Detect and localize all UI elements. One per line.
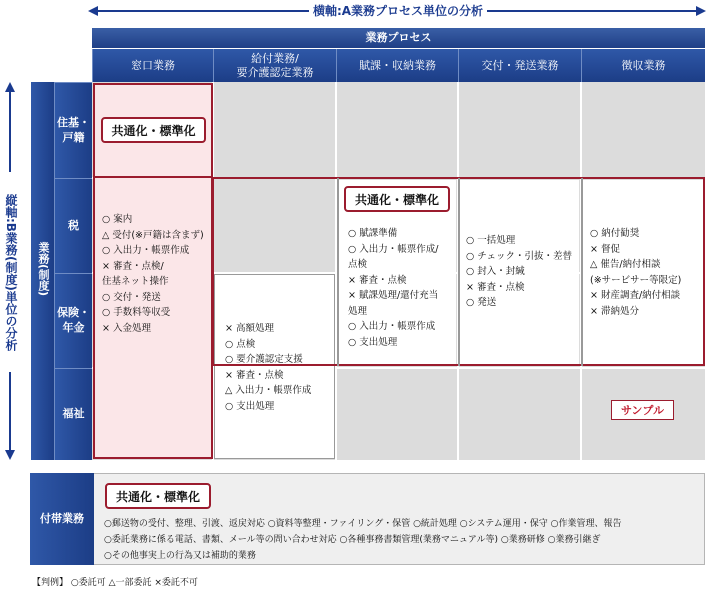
column-header-choshu: 徴収業務 [581, 49, 705, 82]
list-item: ○その他事実上の行為又は補助的業務 [104, 551, 256, 561]
list-item: 住基ネット操作 [102, 276, 169, 287]
madoguchi-task-list [102, 212, 212, 336]
group-label-box [31, 82, 55, 460]
list-item: 処理 [348, 305, 368, 317]
list-item: ○ 入出力・帳票作成 [102, 245, 190, 256]
list-item: ○ 一括処理 [466, 235, 516, 246]
list-item: ○ 案内 [102, 214, 133, 225]
list-item: ○ 封入・封緘 [466, 266, 525, 277]
grid-line [458, 178, 460, 366]
list-item: ○郵送物の受付、整理、引渡、返戻対応 ○資料等整理・ファイリング・保管 ○統計処理 ○システム運用・保守 ○作業管理、報告 [104, 519, 622, 529]
list-item: ○ 支出処理 [348, 336, 398, 348]
list-item: × 審査・点検 [466, 281, 525, 293]
list-item: ○ 発送 [466, 297, 497, 308]
list-item: × 高額処理 [225, 323, 274, 334]
list-item: × 審査・点検/ [102, 260, 164, 272]
row-header-fukushi: 福祉 [55, 368, 92, 460]
list-item: ○ 支出処理 [225, 400, 275, 412]
list-item: ○委託業務に係る電話、書類、メール等の問い合わせ対応 ○各種事務書類管理(業務マニュアル等) ○業務研修 ○業務引継ぎ [104, 535, 601, 545]
legend: 【判例】 ○委託可 △一部委託 ×委託不可 [32, 578, 198, 588]
list-item: △ 入出力・帳票作成 [225, 385, 312, 396]
common-standard-badge: 共通化・標準化 [105, 483, 211, 509]
list-item: ○ 要介護認定支援 [225, 354, 303, 365]
list-item: △ 催告/納付相談 [590, 259, 661, 270]
ancillary-task-list [104, 516, 702, 564]
kyufu-task-list [225, 321, 333, 414]
list-item: ○ チェック・引抜・差替 [466, 250, 573, 262]
list-item: × 財産調査/納付相談 [590, 290, 681, 301]
kofu-task-list [466, 233, 578, 311]
common-standard-badge: 共通化・標準化 [344, 186, 450, 212]
horizontal-axis-title: 横軸:A業務プロセス単位の分析 [88, 2, 708, 19]
list-item: × 入金処理 [102, 322, 151, 334]
list-item: ○ 入出力・帳票作成 [348, 321, 436, 332]
column-header-kofu: 交付・発送業務 [458, 49, 581, 82]
list-item: ○ 手数料等収受 [102, 307, 171, 318]
row-header-juki: 住基・ 戸籍 [55, 82, 92, 178]
column-header-fuka: 賦課・収納業務 [336, 49, 458, 82]
row-header-hoken: 保険・ 年金 [55, 273, 92, 368]
grid-line [337, 178, 339, 366]
list-item: ○ 賦課準備 [348, 228, 398, 239]
fuka-task-list [348, 226, 456, 350]
ancillary-label: 付帯業務 [30, 473, 94, 565]
vertical-axis-title: 縦軸:B業務(制度)単位の分析 [0, 172, 20, 372]
common-standard-badge: 共通化・標準化 [101, 117, 206, 143]
list-item: (※サービサー等限定) [590, 274, 682, 286]
choshu-task-list [590, 226, 704, 319]
column-header-madoguchi: 窓口業務 [92, 49, 213, 82]
list-item: × 審査・点検 [348, 274, 407, 286]
list-item: × 督促 [590, 243, 620, 255]
list-item: × 審査・点検 [225, 369, 284, 381]
process-header: 業務プロセス [92, 28, 705, 48]
list-item: △ 受付(※戸籍は含まず) [102, 229, 204, 241]
column-header-kyufu: 給付業務/ 要介護認定業務 [213, 49, 336, 82]
list-item: × 滞納処分 [590, 305, 639, 317]
group-label: 業務(制度) [37, 242, 50, 297]
row-header-zei: 税 [55, 178, 92, 273]
list-item: × 賦課処理/還付充当 [348, 290, 439, 301]
sample-label: サンプル [611, 400, 674, 420]
list-item: ○ 交付・発送 [102, 291, 161, 303]
list-item: ○ 点検 [225, 338, 256, 350]
list-item: 点検 [348, 259, 368, 270]
grid-line [581, 178, 583, 366]
list-item: ○ 納付勧奨 [590, 228, 640, 239]
list-item: ○ 入出力・帳票作成/ [348, 243, 439, 255]
